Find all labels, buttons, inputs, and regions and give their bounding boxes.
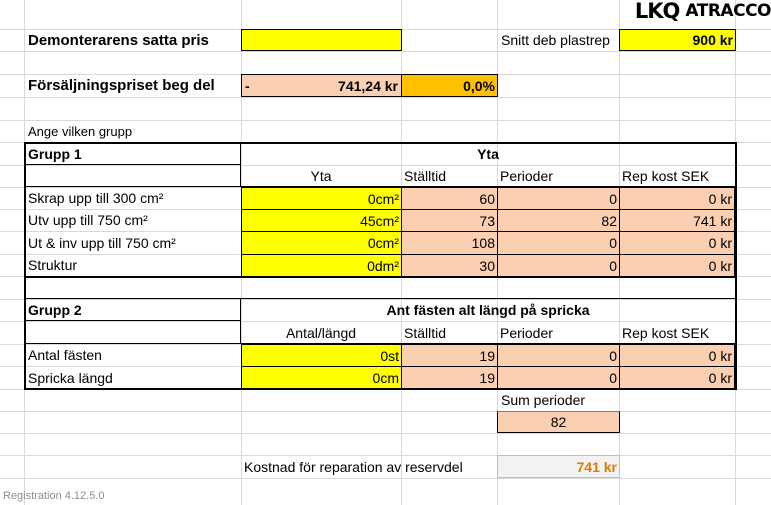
grupp1-column-separator xyxy=(240,142,241,187)
grupp1-header-separator xyxy=(24,186,737,187)
grupp2-column-separator xyxy=(240,299,241,344)
repkost-cell: 0 kr xyxy=(619,254,735,277)
grupp2-header-antal: Antal/längd xyxy=(285,324,357,341)
ange-grupp-label: Ange vilken grupp xyxy=(28,123,133,139)
grupp1-header-stalltid: Ställtid xyxy=(404,168,447,184)
grupp2-title-separator xyxy=(24,320,241,321)
perioder-cell: 0 xyxy=(497,366,620,389)
perioder-cell: 0 xyxy=(497,231,620,255)
perioder-cell: 0 xyxy=(497,344,620,367)
lkq-atracco-logo xyxy=(635,0,771,21)
row-label: Antal fästen xyxy=(28,347,102,363)
antal-input[interactable]: 0st xyxy=(241,344,402,367)
grupp2-header-repkost: Rep kost SEK xyxy=(622,324,710,341)
stalltid-cell: 73 xyxy=(401,209,498,232)
stalltid-cell: 108 xyxy=(401,231,498,255)
row-label: Spricka längd xyxy=(28,369,113,386)
row-label: Utv upp till 750 cm² xyxy=(28,212,148,228)
forsaljning-percent: 0,0% xyxy=(401,74,498,97)
demonterare-price-input[interactable] xyxy=(241,29,402,51)
logo-secondary: ATRACCO xyxy=(685,0,771,21)
stalltid-cell: 19 xyxy=(401,344,498,367)
yta-input[interactable]: 0dm² xyxy=(241,254,402,277)
forsaljning-label: Försäljningspriset beg del xyxy=(28,77,215,94)
repkost-cell: 0 kr xyxy=(619,344,735,367)
repkost-cell: 0 kr xyxy=(619,231,735,255)
grupp1-title-separator xyxy=(24,164,241,165)
grupp1-title: Grupp 1 xyxy=(28,145,82,162)
sum-perioder-value: 82 xyxy=(497,411,620,433)
grupp2-header-stalltid: Ställtid xyxy=(404,324,447,341)
kostnad-label: Kostnad för reparation av reservdel xyxy=(244,458,463,475)
sum-perioder-label: Sum perioder xyxy=(501,392,586,408)
langd-input[interactable]: 0cm xyxy=(241,366,402,389)
stalltid-cell: 30 xyxy=(401,254,498,277)
perioder-cell: 0 xyxy=(497,254,620,277)
grupp1-header-yta: Yta xyxy=(310,168,332,184)
logo-primary: LKQ xyxy=(634,0,680,23)
row-label: Ut & inv upp till 750 cm² xyxy=(28,234,176,251)
repkost-cell: 0 kr xyxy=(619,187,735,210)
yta-input[interactable]: 45cm² xyxy=(241,209,402,232)
grupp1-header-repkost: Rep kost SEK xyxy=(622,168,710,184)
snitt-label: Snitt deb plastrep xyxy=(501,32,610,48)
forsaljning-sign: - xyxy=(245,77,250,94)
row-label: Skrap upp till 300 cm² xyxy=(28,190,164,206)
grupp2-header-perioder: Perioder xyxy=(500,324,553,341)
grupp2-header-separator xyxy=(24,343,737,344)
perioder-cell: 0 xyxy=(497,187,620,210)
registration-status: Registration 4.12.5.0 xyxy=(3,490,105,502)
yta-input[interactable]: 0cm² xyxy=(241,187,402,210)
grupp2-title-top-line xyxy=(24,298,737,299)
row-label: Struktur xyxy=(28,257,78,273)
stalltid-cell: 60 xyxy=(401,187,498,210)
demonterare-label: Demonterarens satta pris xyxy=(28,31,209,49)
snitt-value[interactable]: 900 kr xyxy=(619,29,736,51)
forsaljning-value: 741,24 kr xyxy=(338,77,398,94)
grupp2-section-title: Ant fästen alt längd på spricka xyxy=(386,302,590,318)
stalltid-cell: 19 xyxy=(401,366,498,389)
grupp1-section-title: Yta xyxy=(477,145,499,162)
repkost-cell: 0 kr xyxy=(619,366,735,389)
yta-input[interactable]: 0cm² xyxy=(241,231,402,255)
grupp2-title: Grupp 2 xyxy=(28,302,82,318)
perioder-cell: 82 xyxy=(497,209,620,232)
grupp1-header-perioder: Perioder xyxy=(500,168,553,184)
kostnad-value: 741 kr xyxy=(497,455,620,478)
forsaljning-value-cell xyxy=(241,74,402,97)
repkost-cell: 741 kr xyxy=(619,209,735,232)
